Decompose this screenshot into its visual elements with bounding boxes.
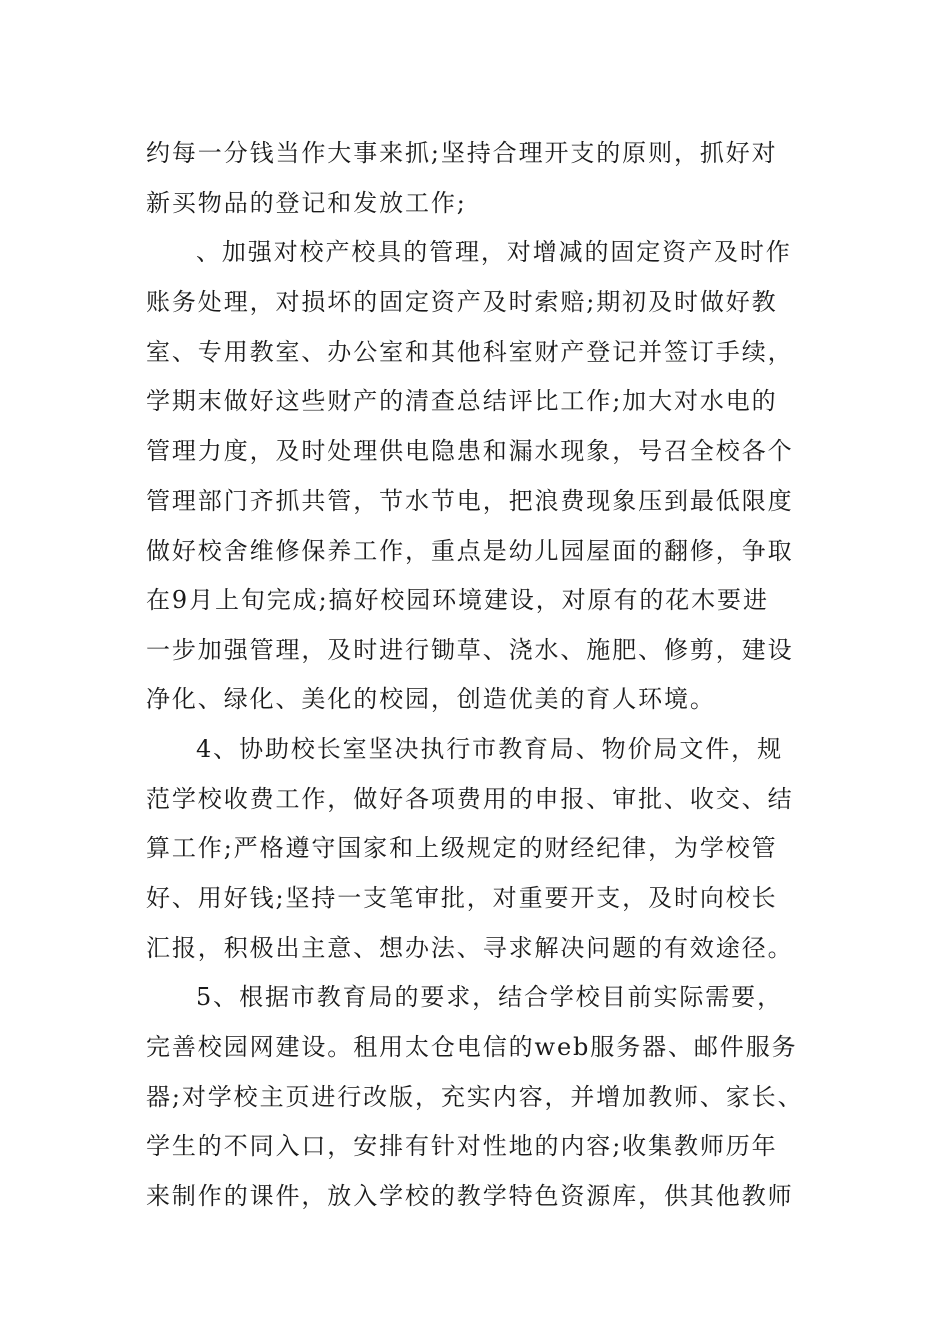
text-line: 室、专用教室、办公室和其他科室财产登记并签订手续， <box>146 338 794 366</box>
text-line: 账务处理，对损坏的固定资产及时索赔;期初及时做好教 <box>146 288 778 316</box>
text-line: 器;对学校主页进行改版，充实内容，并增加教师、家长、 <box>146 1083 804 1111</box>
text-line: 学期末做好这些财产的清查总结评比工作;加大对水电的 <box>146 387 778 415</box>
text-line: 管理部门齐抓共管，节水节电，把浪费现象压到最低限度 <box>146 487 794 515</box>
text-line: 一步加强管理，及时进行锄草、浇水、施肥、修剪，建设 <box>146 636 794 664</box>
text-line: 4、协助校长室坚决执行市教育局、物价局文件，规 <box>196 735 783 763</box>
text-line: 净化、绿化、美化的校园，创造优美的育人环境。 <box>146 685 716 713</box>
text-line: 新买物品的登记和发放工作; <box>146 189 467 217</box>
text-line: 在9月上旬完成;搞好校园环境建设，对原有的花木要进 <box>146 586 769 614</box>
text-line: 算工作;严格遵守国家和上级规定的财经纪律，为学校管 <box>146 834 778 862</box>
text-line: 做好校舍维修保养工作，重点是幼儿园屋面的翻修，争取 <box>146 537 794 565</box>
text-line: 好、用好钱;坚持一支笔审批，对重要开支，及时向校长 <box>146 884 778 912</box>
text-line: 范学校收费工作，做好各项费用的申报、审批、收交、结 <box>146 785 794 813</box>
text-line: 管理力度，及时处理供电隐患和漏水现象，号召全校各个 <box>146 437 794 465</box>
text-line: 汇报，积极出主意、想办法、寻求解决问题的有效途径。 <box>146 934 794 962</box>
text-line: 约每一分钱当作大事来抓;坚持合理开支的原则，抓好对 <box>146 139 778 167</box>
text-line: 5、根据市教育局的要求，结合学校目前实际需要， <box>196 983 783 1011</box>
text-line: 、加强对校产校具的管理，对增减的固定资产及时作 <box>196 238 792 266</box>
text-line: 来制作的课件，放入学校的教学特色资源库，供其他教师 <box>146 1182 794 1210</box>
text-line: 完善校园网建设。租用太仓电信的web服务器、邮件服务 <box>146 1033 798 1061</box>
text-line: 学生的不同入口，安排有针对性地的内容;收集教师历年 <box>146 1132 778 1160</box>
